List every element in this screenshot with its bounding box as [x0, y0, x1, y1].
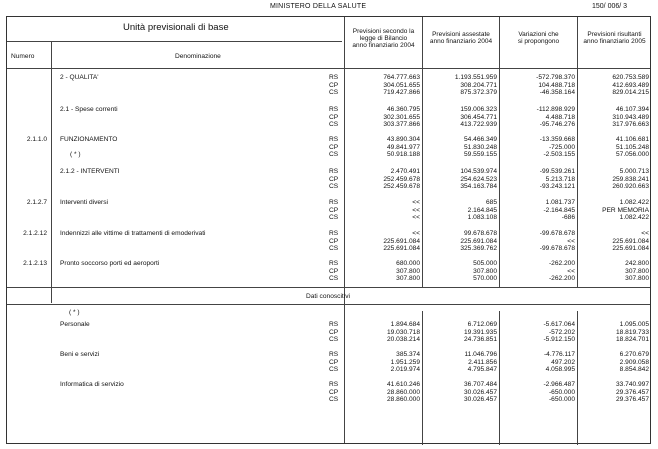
table-cell: 30.026.457	[463, 388, 497, 396]
column-previsioni-assestate	[423, 31, 499, 45]
row-type-code: CS	[329, 245, 339, 253]
rule-header	[7, 68, 650, 69]
table-cell: 2.470.491	[390, 168, 420, 175]
table-cell: 259.838.241	[612, 175, 649, 183]
table-cell: 252.459.678	[383, 175, 420, 183]
column-previsioni-risultanti-line2: anno finanziario 2005	[583, 38, 646, 46]
section-note: ( * )	[69, 309, 80, 316]
table-cell: 719.427.866	[383, 89, 420, 97]
row-type-code: CP	[329, 175, 339, 183]
table-cell: -262.200	[548, 260, 575, 267]
table-cell: -262.200	[548, 275, 575, 283]
table-cell: 685	[485, 199, 497, 206]
table-cell: PER MEMORIA	[602, 206, 649, 214]
table-cell: 2.164.845	[467, 206, 497, 214]
table-cell: <<	[412, 230, 420, 237]
row-type-code: CS	[329, 366, 339, 374]
row-type-code: CP	[329, 358, 339, 366]
rule-section-top	[7, 287, 650, 288]
table-cell: 225.691.084	[460, 237, 497, 245]
table-cell: 1.083.108	[467, 214, 497, 222]
table-cell: 33.740.997	[615, 381, 649, 388]
table-cell: 4.488.718	[545, 113, 575, 121]
column-previsioni-assestate-line2: anno finanziario 2004	[429, 38, 493, 46]
table-cell: 46.360.795	[386, 106, 420, 113]
table-cell: 5.213.718	[545, 175, 575, 183]
table-cell: -5.912.150	[543, 336, 575, 344]
table-cell: 46.107.394	[615, 106, 649, 113]
table-cell: -2.164.845	[543, 206, 575, 214]
table-cell: 225.691.084	[383, 237, 420, 245]
row-type-code: CP	[329, 328, 339, 336]
table-cell: 4.795.847	[467, 366, 497, 374]
table-cell: 304.051.655	[383, 81, 420, 89]
table-cell: 24.736.851	[463, 336, 497, 344]
table-cell: 4.058.995	[545, 366, 575, 374]
table-cell: 307.800	[625, 275, 649, 283]
table-cell: 57.056.000	[615, 151, 649, 159]
row-type-code: CS	[329, 89, 339, 97]
table-cell: -13.359.668	[539, 136, 575, 143]
table-cell: 8.854.842	[619, 366, 649, 374]
table-cell: 20.038.214	[386, 336, 420, 344]
row-label: Informatica di servizio	[60, 381, 124, 388]
table-cell: -2.503.155	[543, 151, 575, 159]
table-cell: 412.693.489	[612, 81, 649, 89]
row-label: Personale	[60, 321, 90, 328]
table-cell: -5.617.064	[543, 321, 575, 328]
table-cell: -93.243.121	[539, 183, 575, 191]
table-cell: 620.753.589	[612, 74, 649, 81]
column-variazioni-line1: Variazioni che	[518, 31, 559, 38]
table-cell: 307.800	[396, 267, 420, 275]
table-cell: 28.860.000	[386, 396, 420, 404]
row-type-code: RS	[329, 106, 339, 113]
row-label: Interventi diversi	[60, 199, 109, 206]
rule-title	[7, 41, 342, 42]
table-cell: 307.800	[625, 267, 649, 275]
table-cell: 50.918.188	[386, 151, 420, 159]
table-cell: -686	[561, 214, 575, 222]
table-cell: -650.000	[548, 388, 575, 396]
page-reference: 150/ 006/ 3	[592, 3, 628, 10]
table-cell: 51.830.248	[463, 143, 497, 151]
table-cell: 6.712.069	[467, 321, 497, 328]
row-type-code: RS	[329, 260, 339, 267]
row-type-code: RS	[329, 199, 339, 206]
row-label: Pronto soccorso porti ed aeroporti	[60, 260, 160, 267]
row-type-code: CP	[329, 237, 339, 245]
table-cell: <<	[567, 267, 575, 275]
table-cell: -4.776.117	[543, 351, 575, 358]
column-previsioni-legge-line1: Previsioni secondo la	[352, 28, 415, 35]
table-cell: 19.030.718	[386, 328, 420, 336]
table-cell: 18.819.733	[615, 328, 649, 336]
table-cell: 11.046.796	[464, 351, 497, 358]
table-cell: 28.860.000	[386, 388, 420, 396]
table-cell: 49.841.977	[386, 143, 420, 151]
table-cell: <<	[412, 199, 420, 206]
table-cell: -99.539.261	[539, 168, 575, 175]
row-type-code: RS	[329, 351, 339, 358]
table-cell: 41.610.246	[386, 381, 420, 388]
table-title: Unità previsionali di base	[123, 22, 229, 33]
row-type-code: CS	[329, 214, 339, 222]
table-cell: 5.000.713	[619, 168, 649, 175]
table-cell: 29.376.457	[615, 388, 649, 396]
table-cell: <<	[641, 230, 649, 237]
row-type-code: CS	[329, 151, 339, 159]
table-cell: 302.301.655	[383, 113, 420, 121]
column-previsioni-risultanti-line1: Previsioni risultanti	[587, 31, 642, 38]
table-cell: 505.000	[473, 260, 497, 267]
row-label-note: ( * )	[70, 151, 81, 158]
row-label: Beni e servizi	[60, 351, 100, 358]
row-number: 2.1.2.7	[26, 199, 47, 206]
table-cell: 317.976.663	[612, 121, 649, 129]
rule-section-bottom	[7, 304, 650, 305]
table-cell: 252.459.678	[383, 183, 420, 191]
table-cell: 1.894.684	[390, 321, 420, 328]
table-cell: 1.193.551.959	[454, 74, 497, 81]
row-label: 2.1 - Spese correnti	[60, 106, 118, 113]
table-cell: -572.202	[548, 328, 575, 336]
row-type-code: CP	[329, 206, 339, 214]
budget-table	[6, 16, 651, 444]
table-cell: 325.369.762	[460, 245, 497, 253]
row-type-code: CP	[329, 143, 339, 151]
table-cell: 303.377.866	[383, 121, 420, 129]
row-label: 2 - QUALITA'	[60, 74, 99, 81]
column-variazioni-line2: si propongono	[517, 38, 560, 46]
table-cell: 307.800	[396, 275, 420, 283]
table-cell: 104.539.974	[460, 168, 497, 175]
row-type-code: CP	[329, 388, 339, 396]
table-cell: 2.909.058	[619, 358, 649, 366]
row-type-code: RS	[329, 321, 339, 328]
page-header	[0, 2, 658, 14]
table-cell: 680.000	[396, 260, 420, 267]
table-cell: 497.202	[551, 358, 575, 366]
table-cell: 99.678.678	[463, 230, 497, 237]
row-type-code: CP	[329, 267, 339, 275]
row-label: FUNZIONAMENTO	[60, 136, 118, 143]
section-dati-conoscitivi: Dati conoscitivi	[306, 293, 350, 300]
table-cell: 104.488.718	[538, 81, 575, 89]
table-cell: 59.559.155	[463, 151, 497, 159]
row-type-code: RS	[329, 381, 339, 388]
table-cell: 354.163.784	[460, 183, 497, 191]
column-previsioni-legge-line3: anno finanziario 2004	[352, 42, 415, 50]
table-cell: 242.800	[625, 260, 649, 267]
row-type-code: CS	[329, 396, 339, 404]
table-cell: 43.890.304	[386, 136, 420, 143]
table-cell: 18.824.701	[615, 336, 649, 344]
table-cell: 310.943.489	[612, 113, 649, 121]
column-previsioni-risultanti	[578, 31, 651, 45]
table-cell: 51.105.248	[615, 143, 649, 151]
table-cell: 54.466.349	[463, 136, 497, 143]
row-type-code: CS	[329, 336, 339, 344]
table-cell: 30.026.457	[463, 396, 497, 404]
row-type-code: RS	[329, 74, 339, 81]
table-cell: <<	[412, 206, 420, 214]
column-previsioni-legge	[345, 28, 422, 50]
row-number: 2.1.1.0	[26, 136, 47, 143]
column-variazioni	[500, 31, 577, 45]
table-cell: 29.376.457	[615, 396, 649, 404]
column-previsioni-assestate-line1: Previsioni assestate	[432, 31, 490, 38]
table-cell: 385.374	[396, 351, 420, 358]
table-cell: -725.000	[548, 143, 575, 151]
row-number: 2.1.2.12	[23, 230, 47, 237]
divider-numero	[51, 41, 52, 303]
table-cell: -95.746.276	[539, 121, 575, 129]
column-previsioni-legge-line2: legge di Bilancio	[359, 35, 408, 43]
table-cell: 413.722.939	[460, 121, 497, 129]
row-type-code: RS	[329, 168, 339, 175]
table-cell: 1.095.005	[619, 321, 649, 328]
table-cell: 2.019.974	[390, 366, 420, 374]
table-cell: 570.000	[473, 275, 497, 283]
row-label: 2.1.2 - INTERVENTI	[60, 168, 120, 175]
table-cell: 1.081.737	[545, 199, 575, 206]
table-cell: 225.691.084	[383, 245, 420, 253]
table-cell: 829.014.215	[612, 89, 649, 97]
table-cell: 1.951.259	[390, 358, 420, 366]
table-cell: 254.624.523	[460, 175, 497, 183]
table-cell: 307.800	[473, 267, 497, 275]
table-cell: -99.678.678	[539, 245, 575, 253]
table-cell: 1.082.422	[619, 214, 649, 222]
table-cell: -112.898.929	[536, 106, 575, 113]
row-type-code: CS	[329, 121, 339, 129]
table-cell: 2.411.856	[468, 358, 497, 366]
table-cell: 225.691.084	[612, 245, 649, 253]
table-cell: 225.691.084	[612, 237, 649, 245]
ministry-title: MINISTERO DELLA SALUTE	[270, 3, 367, 10]
table-cell: 41.106.681	[615, 136, 649, 143]
row-type-code: CP	[329, 113, 339, 121]
table-cell: -46.358.164	[539, 89, 575, 97]
column-denominazione: Denominazione	[175, 53, 221, 60]
row-type-code: RS	[329, 230, 339, 237]
row-type-code: CS	[329, 183, 339, 191]
table-cell: 308.204.771	[460, 81, 497, 89]
row-type-code: CP	[329, 81, 339, 89]
table-cell: -572.798.370	[536, 74, 575, 81]
row-number: 2.1.2.13	[23, 260, 47, 267]
table-cell: <<	[412, 214, 420, 222]
table-cell: 306.454.771	[460, 113, 497, 121]
table-cell: 764.777.663	[383, 74, 420, 81]
table-cell: 875.372.379	[460, 89, 497, 97]
table-cell: 19.391.935	[463, 328, 497, 336]
row-type-code: CS	[329, 275, 339, 283]
table-cell: 1.082.422	[619, 199, 649, 206]
row-label: Indennizzi alle vittime di trattamenti di emoderivati	[60, 230, 206, 237]
table-cell: -650.000	[548, 396, 575, 404]
column-numero: Numero	[11, 53, 35, 60]
table-cell: 6.270.679	[619, 351, 649, 358]
table-cell: 260.920.663	[612, 183, 649, 191]
table-cell: 159.006.323	[460, 106, 497, 113]
table-cell: 36.707.484	[463, 381, 497, 388]
table-cell: -2.966.487	[543, 381, 575, 388]
table-cell: <<	[567, 237, 575, 245]
row-type-code: RS	[329, 136, 339, 143]
table-cell: -99.678.678	[539, 230, 575, 237]
